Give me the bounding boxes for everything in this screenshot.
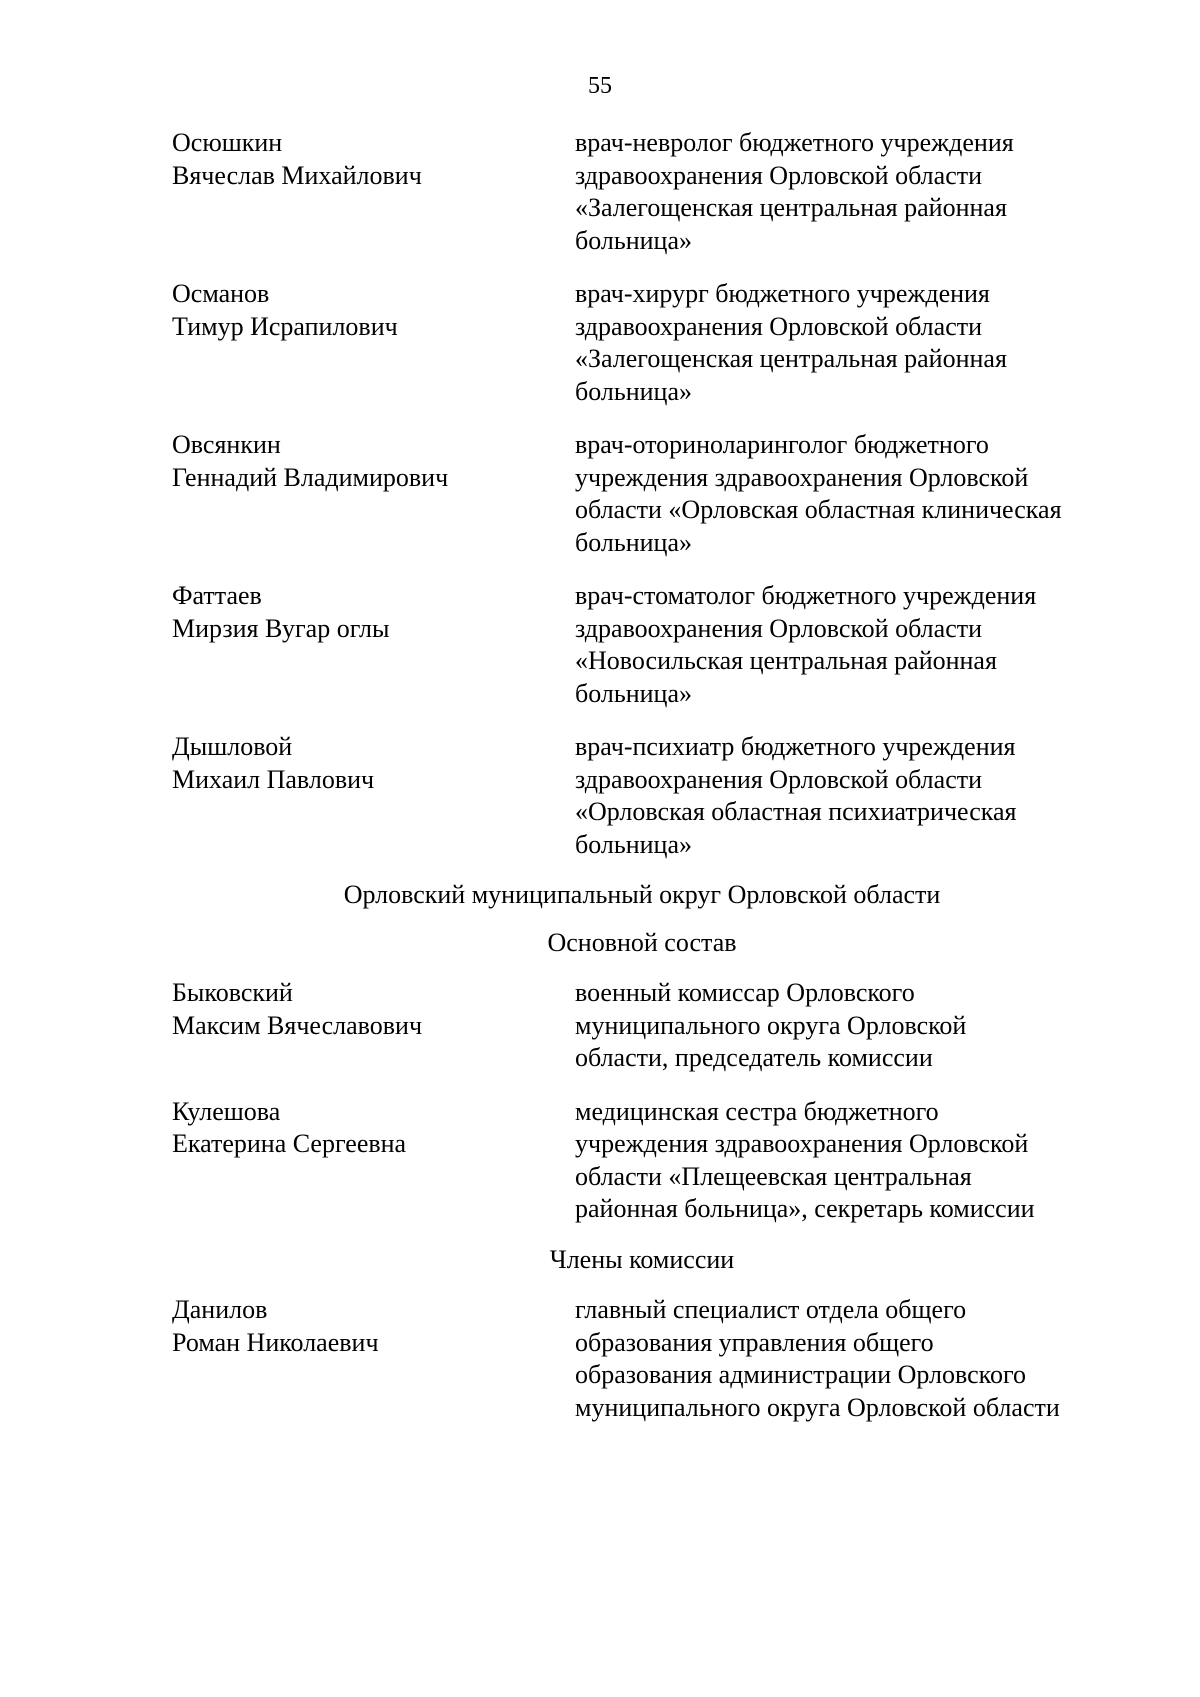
member-surname: Осюшкин xyxy=(172,128,283,157)
member-surname: Овсянкин xyxy=(172,430,281,459)
member-name xyxy=(172,127,575,257)
member-position-line: «Залегощенская центральная районная xyxy=(575,344,1007,373)
page-number: 55 xyxy=(588,73,612,99)
member-surname: Данилов xyxy=(172,1295,268,1324)
member-position-line: больница» xyxy=(575,678,692,708)
member-position xyxy=(575,977,1112,1075)
member-position xyxy=(575,1294,1112,1424)
member-entry xyxy=(172,580,1112,710)
member-name xyxy=(172,278,575,408)
member-surname: Фаттаев xyxy=(172,581,262,610)
member-given-names: Михаил Павлович xyxy=(172,764,375,794)
member-name xyxy=(172,731,575,861)
member-position-line: учреждения здравоохранения Орловской xyxy=(575,1129,1029,1158)
member-given-names: Геннадий Владимирович xyxy=(172,462,449,492)
member-position-line: здравоохранения Орловской области xyxy=(575,311,983,341)
member-position-line: области, председатель комиссии xyxy=(575,1043,933,1072)
member-position-line: «Новосильская центральная районная xyxy=(575,646,997,675)
member-position-line: больница» xyxy=(575,527,692,557)
member-entry xyxy=(172,977,1112,1075)
member-position-line: врач-стоматолог бюджетного учреждения xyxy=(575,581,1037,610)
member-position xyxy=(575,1096,1112,1226)
member-position-line: «Залегощенская центральная районная xyxy=(575,193,1007,222)
member-name xyxy=(172,580,575,710)
member-position-line: области «Плещеевская центральная xyxy=(575,1161,972,1191)
member-position-line: учреждения здравоохранения Орловской xyxy=(575,462,1029,492)
member-entry xyxy=(172,429,1112,559)
member-surname: Османов xyxy=(172,279,270,308)
member-position-line: здравоохранения Орловской области xyxy=(575,764,983,794)
member-position-line: врач-психиатр бюджетного учреждения xyxy=(575,732,1016,761)
member-position-line: районная больница», секретарь комиссии xyxy=(575,1194,1035,1223)
member-entry xyxy=(172,127,1112,257)
member-position xyxy=(575,580,1112,710)
member-position-line: муниципального округа Орловской xyxy=(575,1010,967,1040)
member-position-line: военный комиссар Орловского xyxy=(575,978,915,1007)
member-position-line: медицинская сестра бюджетного xyxy=(575,1096,939,1126)
member-given-names: Вячеслав Михайлович xyxy=(172,160,422,190)
member-position-line: больница» xyxy=(575,829,692,859)
member-position-line: области «Орловская областная клиническая xyxy=(575,495,1062,524)
member-given-names: Роман Николаевич xyxy=(172,1327,379,1357)
member-position-line: образования администрации Орловского xyxy=(575,1360,1027,1389)
member-entry xyxy=(172,278,1112,408)
member-position-line: врач-оториноларинголог бюджетного xyxy=(575,430,989,459)
member-entry xyxy=(172,1096,1112,1226)
member-position-line: врач-невролог бюджетного учреждения xyxy=(575,128,1014,157)
member-given-names: Максим Вячеславович xyxy=(172,1010,423,1040)
member-position xyxy=(575,278,1112,408)
section-heading: Основной состав xyxy=(547,927,737,957)
member-position-line: больница» xyxy=(575,225,692,255)
commission-list xyxy=(172,127,1112,1445)
member-position-line: больница» xyxy=(575,376,692,406)
member-position-line: образования управления общего xyxy=(575,1327,934,1357)
section-heading: Орловский муниципальный округ Орловской области xyxy=(343,880,941,909)
member-given-names: Мирзия Вугар оглы xyxy=(172,613,390,643)
member-name xyxy=(172,977,575,1075)
member-name xyxy=(172,1096,575,1226)
member-position-line: главный специалист отдела общего xyxy=(575,1295,967,1324)
member-given-names: Тимур Исрапилович xyxy=(172,311,398,341)
member-name xyxy=(172,429,575,559)
member-name xyxy=(172,1294,575,1424)
section-heading: Члены комиссии xyxy=(549,1244,735,1274)
member-position xyxy=(575,429,1112,559)
member-entry xyxy=(172,731,1112,861)
member-position-line: «Орловская областная психиатрическая xyxy=(575,797,1017,826)
member-position-line: муниципального округа Орловской области xyxy=(575,1392,1060,1422)
member-surname: Дышловой xyxy=(172,732,293,761)
member-position xyxy=(575,731,1112,861)
member-surname: Быковский xyxy=(172,978,293,1007)
member-position-line: здравоохранения Орловской области xyxy=(575,613,983,643)
member-entry xyxy=(172,1294,1112,1424)
member-given-names: Екатерина Сергеевна xyxy=(172,1129,407,1158)
member-position-line: врач-хирург бюджетного учреждения xyxy=(575,279,990,308)
member-surname: Кулешова xyxy=(172,1096,281,1126)
member-position xyxy=(575,127,1112,257)
member-position-line: здравоохранения Орловской области xyxy=(575,160,983,190)
